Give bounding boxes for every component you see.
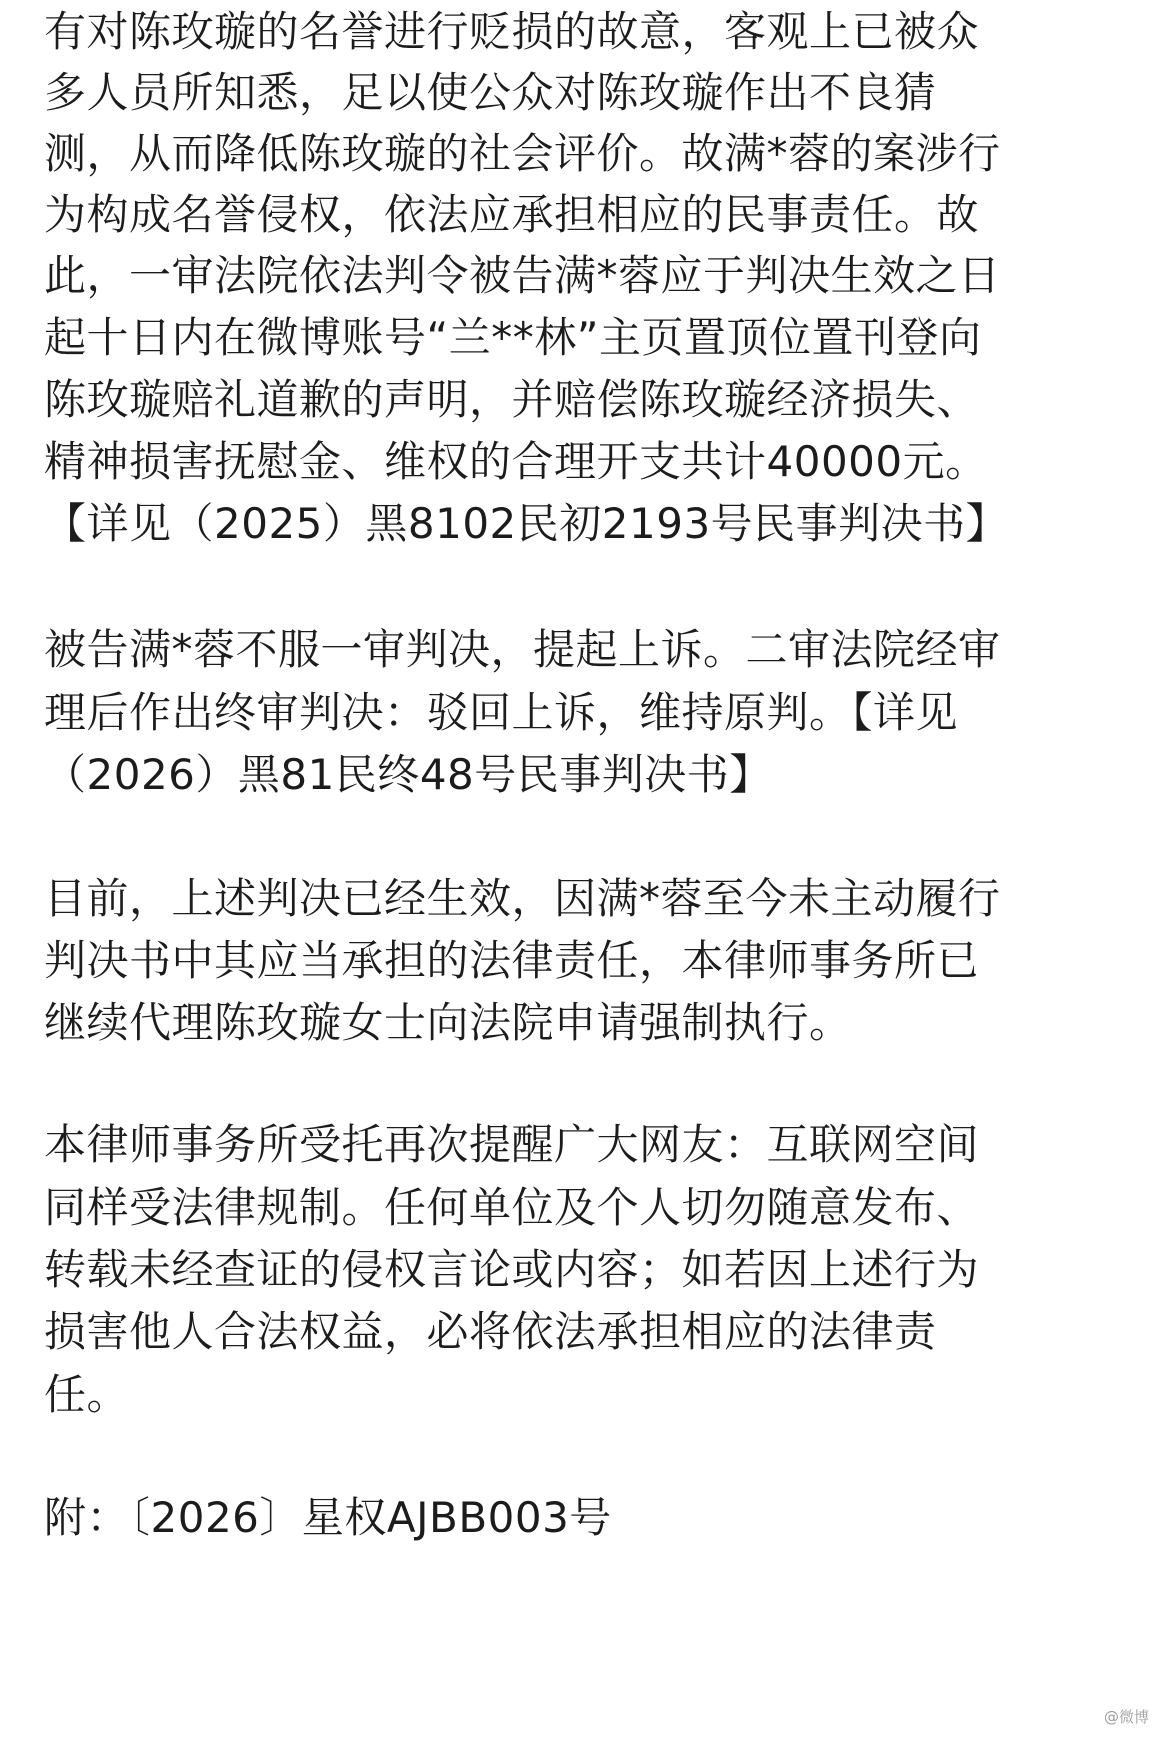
paragraph-4-line-2: 同样受法律规制。任何单位及个人切勿随意发布、 [44, 1183, 980, 1232]
paragraph-1-line-1: 有对陈玫璇的名誉进行贬损的故意，客观上已被众 [44, 7, 980, 56]
paragraph-1-line-5: 此，一审法院依法判令被告满*蓉应于判决生效之日 [44, 251, 1001, 300]
appendix-reference: 附：〔2026〕星权AJBB003号 [44, 1493, 612, 1542]
paragraph-3-line-1: 目前，上述判决已经生效，因满*蓉至今未主动履行 [44, 874, 1001, 923]
paragraph-2-line-1: 被告满*蓉不服一审判决，提起上诉。二审法院经审 [44, 625, 1001, 674]
paragraph-4-line-3: 转载未经查证的侵权言论或内容；如若因上述行为 [44, 1245, 980, 1294]
paragraph-2-line-2: 理后作出终审判决：驳回上诉，维持原判。【详见 [44, 688, 959, 737]
paragraph-1-line-4: 为构成名誉侵权，依法应承担相应的民事责任。故 [44, 190, 980, 239]
paragraph-4-line-4: 损害他人合法权益，必将依法承担相应的法律责 [44, 1307, 937, 1356]
paragraph-1-line-8: 精神损害抚慰金、维权的合理开支共计40000元。 [44, 437, 988, 486]
paragraph-3-line-2: 判决书中其应当承担的法律责任，本律师事务所已 [44, 936, 980, 985]
paragraph-1-line-2: 多人员所知悉，足以使公众对陈玫璇作出不良猜 [44, 68, 937, 117]
paragraph-4-line-1: 本律师事务所受托再次提醒广大网友：互联网空间 [44, 1120, 980, 1169]
paragraph-1-line-6: 起十日内在微博账号“兰**林”主页置顶位置刊登向 [44, 313, 982, 362]
paragraph-3-line-3: 继续代理陈玫璇女士向法院申请强制执行。 [44, 998, 852, 1047]
paragraph-1-line-7: 陈玫璇赔礼道歉的声明，并赔偿陈玫璇经济损失、 [44, 375, 980, 424]
paragraph-4-line-5: 任。 [44, 1370, 130, 1419]
paragraph-2-line-3: （2026）黑81民终48号民事判决书】 [44, 750, 772, 799]
watermark: @微博 [1096, 1702, 1157, 1731]
paragraph-1-line-9: 【详见（2025）黑8102民初2193号民事判决书】 [44, 499, 1009, 548]
paragraph-1-line-3: 测，从而降低陈玫璇的社会评价。故满*蓉的案涉行 [44, 129, 1001, 178]
